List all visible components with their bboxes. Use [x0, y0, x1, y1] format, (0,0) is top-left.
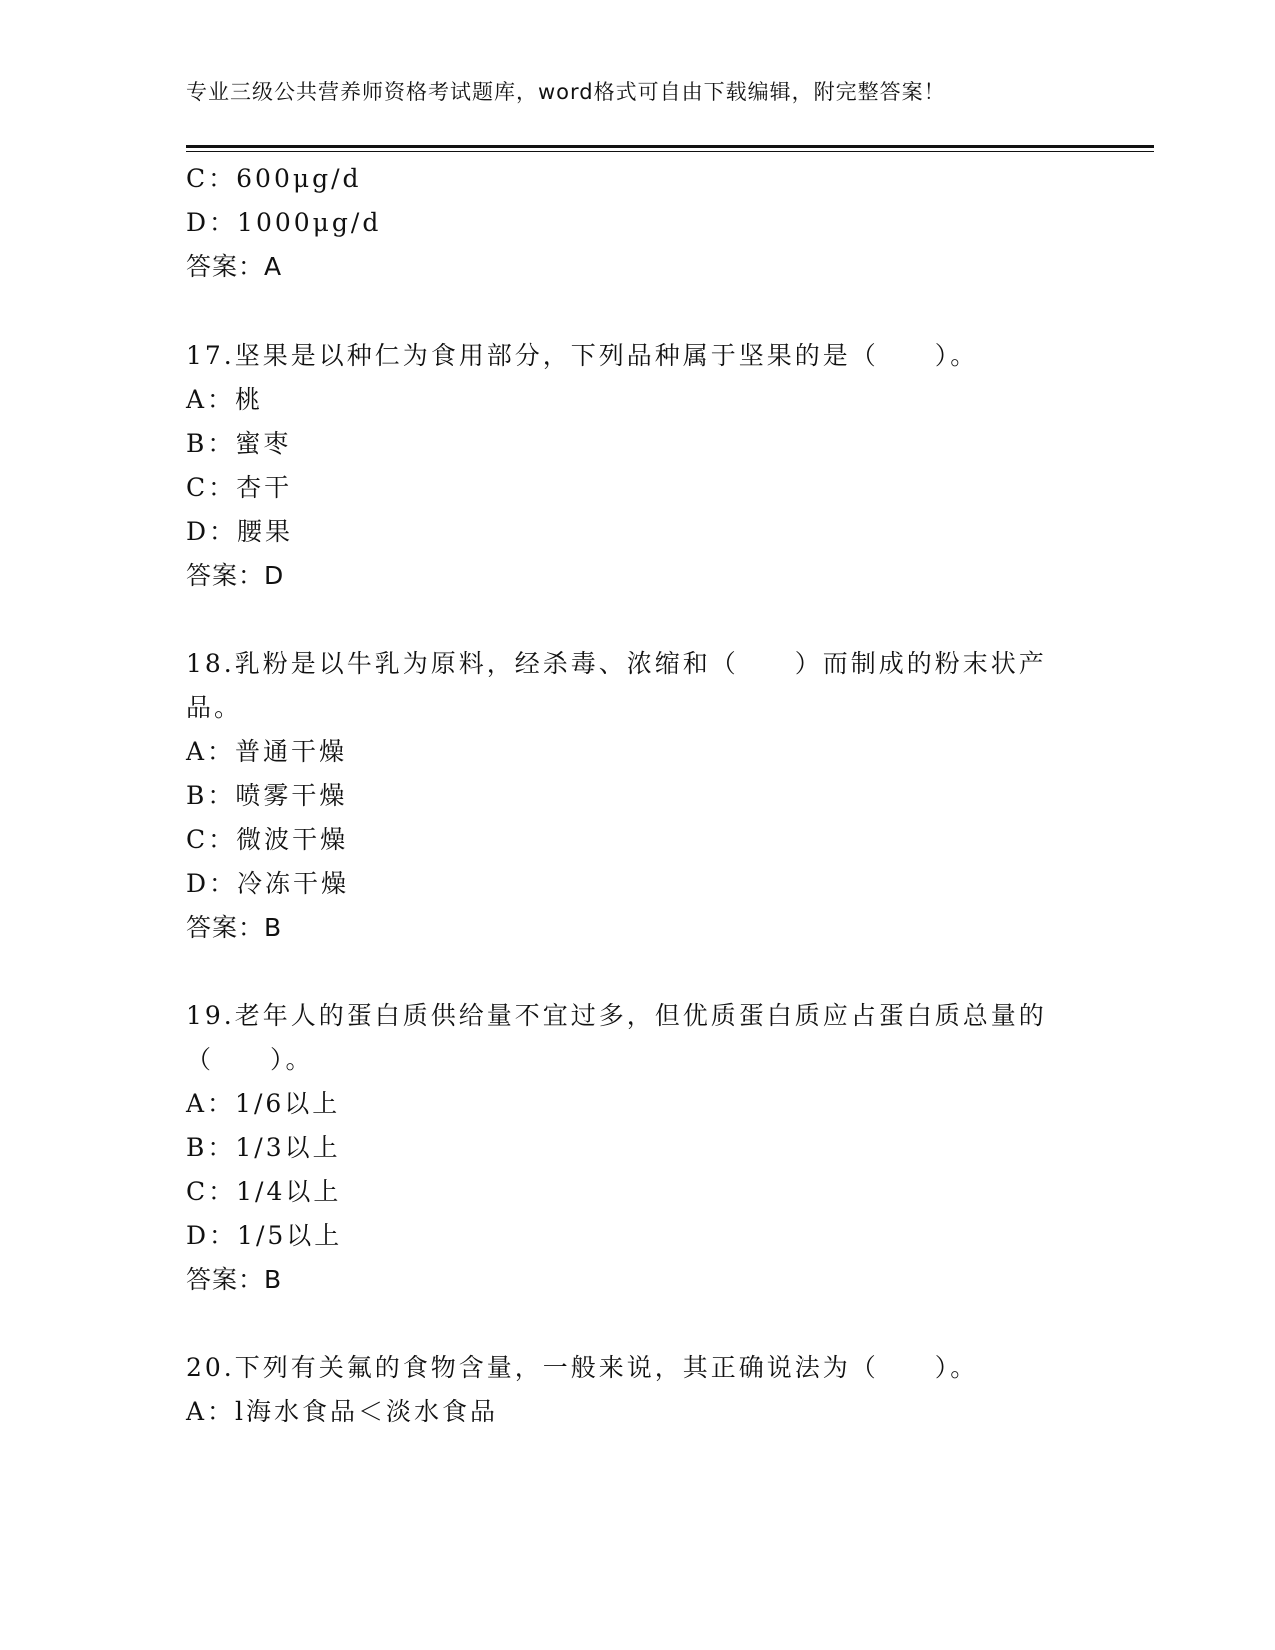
header-divider-thick: [186, 145, 1154, 148]
q17-option-c: C：杏干: [186, 473, 293, 502]
q18-stem-line1: 18.乳粉是以牛乳为原料，经杀毒、浓缩和（ ）而制成的粉末状产: [186, 649, 1047, 678]
q20-stem: 20.下列有关氟的食物含量，一般来说，其正确说法为（ ）。: [186, 1353, 979, 1382]
q17-option-b: B：蜜枣: [186, 429, 292, 458]
prev-option-d: D：1000μg/d: [186, 208, 382, 237]
q19-stem-line2: （ ）。: [186, 1045, 314, 1074]
q17-option-d: D：腰果: [186, 517, 294, 546]
q19-option-b: B：1/3以上: [186, 1133, 341, 1162]
q19-option-c: C：1/4以上: [186, 1177, 342, 1206]
q19-stem-line1: 19.老年人的蛋白质供给量不宜过多，但优质蛋白质应占蛋白质总量的: [186, 1001, 1047, 1030]
prev-answer: 答案：A: [186, 252, 283, 281]
prev-option-c: C：600μg/d: [186, 164, 362, 193]
q19-option-d: D：1/5以上: [186, 1221, 343, 1250]
page-header: 专业三级公共营养师资格考试题库，word格式可自由下载编辑，附完整答案！: [186, 80, 946, 104]
q17-answer: 答案：D: [186, 561, 285, 590]
q17-option-a: A：桃: [186, 385, 264, 414]
header-divider-thin: [186, 151, 1154, 152]
q18-option-b: B：喷雾干燥: [186, 781, 348, 810]
q17-stem: 17.坚果是以种仁为食用部分，下列品种属于坚果的是（ ）。: [186, 341, 979, 370]
q19-option-a: A：1/6以上: [186, 1089, 341, 1118]
q18-stem-line2: 品。: [186, 693, 243, 722]
q18-option-d: D：冷冻干燥: [186, 869, 350, 898]
q20-option-a: A：l海水食品＜淡水食品: [186, 1397, 499, 1426]
q18-option-a: A：普通干燥: [186, 737, 348, 766]
q19-answer: 答案：B: [186, 1265, 283, 1294]
q18-option-c: C：微波干燥: [186, 825, 349, 854]
q18-answer: 答案：B: [186, 913, 283, 942]
